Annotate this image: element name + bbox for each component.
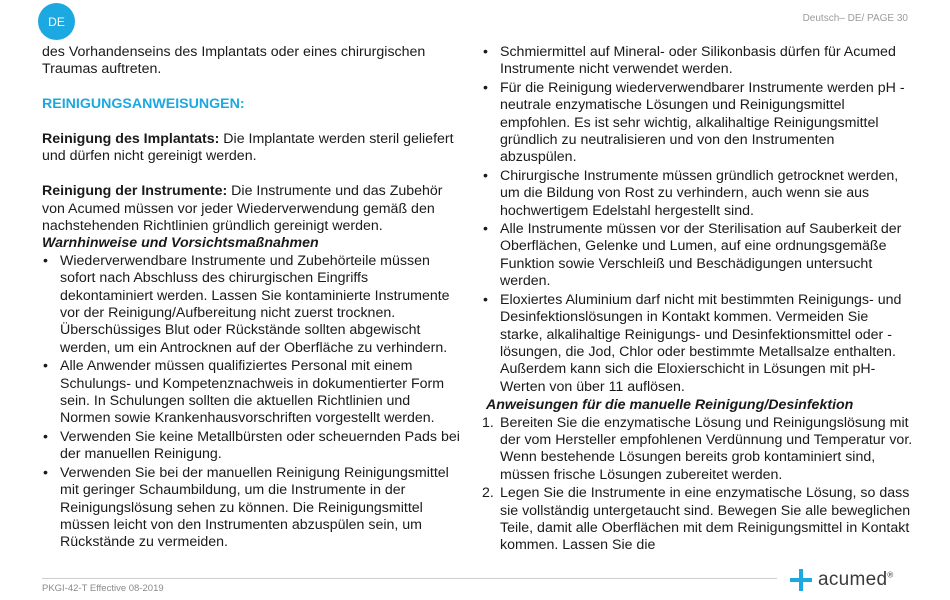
footer-divider xyxy=(42,578,777,579)
step-number: 2. xyxy=(482,485,494,502)
step-number: 1. xyxy=(482,414,494,431)
intro-text: des Vorhandenseins des Implantats oder eines chirurgischen Traumas auftreten. xyxy=(42,44,426,78)
manual-cleaning-heading: Anweisungen für die manuelle Reinigung/Desinfektion xyxy=(486,397,854,414)
acumed-logo xyxy=(790,568,894,592)
implant-cleaning-label: Reinigung des Implantats: xyxy=(42,131,220,147)
list-item: • Verwenden Sie bei der manuellen Reinigung Reinigungsmittel mit geringer Schaumbildung, um die Instrumente in der Reinigungslösung sehen zu können. Die Reinigungsmittel müssen leicht von den Instrumenten abzuspülen sein, um Rückstände zu vermeiden. xyxy=(42,465,462,552)
instrument-cleaning-paragraph xyxy=(42,183,462,235)
left-column xyxy=(42,44,462,553)
warnings-heading: Warnhinweise und Vorsichtsmaßnahmen xyxy=(42,235,319,252)
list-item: • Verwenden Sie keine Metallbürsten oder scheuernden Pads bei der manuellen Reinigung. xyxy=(42,429,462,464)
warnings-list xyxy=(42,253,462,552)
list-item: • Schmiermittel auf Mineral- oder Silikonbasis dürfen für Acumed Instrumente nicht verwendet werden. xyxy=(482,44,914,79)
instrument-cleaning-label: Reinigung der Instrumente: xyxy=(42,183,228,200)
step-text: Bereiten Sie die enzymatische Lösung und Reinigungslösung mit der vom Hersteller empfohlenen Verdünnung und Temperatur vor. Wenn bestehende Lösungen bereits grob kontaminiert sind, müssen frische Lösungen zubereitet werden. xyxy=(500,414,913,483)
footer-doc-code: PKGI-42-T Effective 08-2019 xyxy=(42,583,164,594)
implant-cleaning-paragraph xyxy=(42,131,462,166)
list-item: • Für die Reinigung wiederverwendbarer Instrumente werden pH -neutrale enzymatische Lösungen und Reinigungsmittel empfohlen. Es ist sehr wichtig, alkalihaltige Reinigungsmittel gründlich zu neutralisieren und von den Instrumenten abzuspülen. xyxy=(482,80,914,167)
step-item xyxy=(482,485,914,555)
language-badge: DE xyxy=(38,3,75,40)
page-label: Deutsch– DE/ PAGE 30 xyxy=(802,13,908,24)
plus-icon xyxy=(790,569,812,591)
logo-text: acumed® xyxy=(818,569,894,590)
section-heading: REINIGUNGSANWEISUNGEN: xyxy=(42,96,245,113)
list-item: • Wiederverwendbare Instrumente und Zubehörteile müssen sofort nach Abschluss des chirurgischen Eingriffs dekontaminiert werden. Lassen Sie kontaminierte Instrumente vor der Reinigung/Aufbereitung nicht zuerst trocknen. Überschüssiges Blut oder Rückstände sollten abgewischt werden, um ein Antrocknen auf der Oberfläche zu verhindern. xyxy=(42,253,462,357)
instrument-cleaning-text: Die Instrumente und das Zubehör von Acumed müssen vor jeder Wiederverwendung gemäß den nachstehenden Richtlinien gründlich gereinigt werden. xyxy=(42,183,443,235)
list-item: • Alle Instrumente müssen vor der Sterilisation auf Sauberkeit der Oberflächen, Gelenke und Lumen, auf eine ordnungsgemäße Funktion sowie Verschleiß und Beschädigungen untersucht werden. xyxy=(482,221,914,291)
precautions-list xyxy=(482,44,914,396)
step-item xyxy=(482,415,914,485)
manual-cleaning-steps xyxy=(482,415,914,555)
implant-cleaning-text: Die Implantate werden steril geliefert und dürfen nicht gereinigt werden. xyxy=(42,131,454,165)
step-text: Legen Sie die Instrumente in eine enzymatische Lösung, so dass sie vollständig untergetaucht sind. Bewegen Sie alle beweglichen Teile, damit alle Oberflächen mit dem Reinigungsmittel in Kontakt kommen. Lassen Sie die xyxy=(500,485,911,554)
list-item: • Alle Anwender müssen qualifiziertes Personal mit einem Schulungs- und Kompetenznachweis in dokumentierter Form sein. In Schulungen sollten die aktuellen Richtlinien und Normen sowie Krankenhausvorschriften vorgestellt werden. xyxy=(42,358,462,428)
right-column xyxy=(482,44,914,556)
list-item: • Chirurgische Instrumente müssen gründlich getrocknet werden, um die Bildung von Rost zu verhindern, auch wenn sie aus hochwertigem Edelstahl hergestellt sind. xyxy=(482,168,914,220)
list-item: • Eloxiertes Aluminium darf nicht mit bestimmten Reinigungs- und Desinfektionslösungen in Kontakt kommen. Vermeiden Sie starke, alkalihaltige Reinigungs- und Desinfektionsmittel oder -lösungen, die Jod, Chlor oder bestimmte Metallsalze enthalten. Außerdem kann sich die Eloxierschicht in Lösungen mit pH-Werten von über 11 auflösen. xyxy=(482,292,914,396)
